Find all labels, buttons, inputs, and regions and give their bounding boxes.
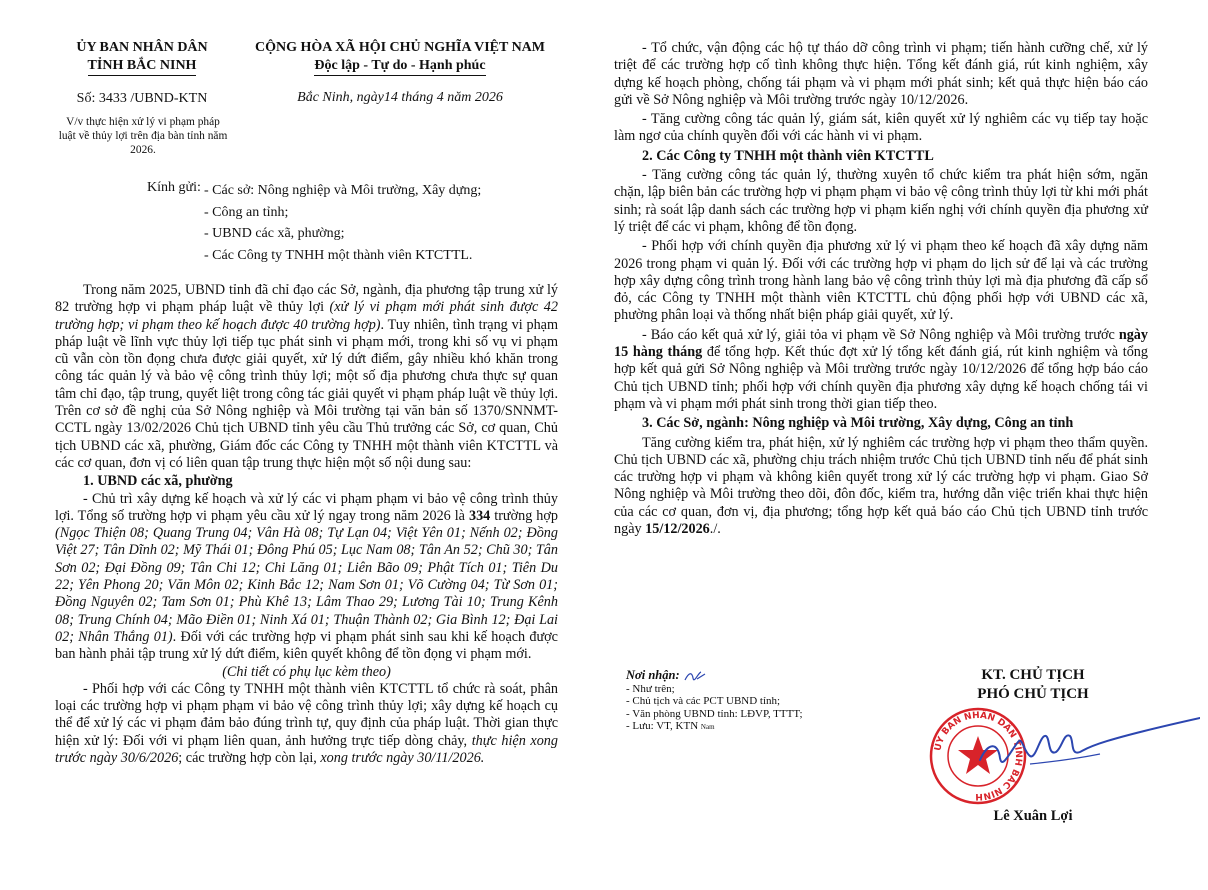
national-motto: Độc lập - Tự do - Hạnh phúc <box>314 58 485 76</box>
agency-block <box>62 39 222 76</box>
section-1-paragraph-2: - Phối hợp với các Công ty TNHH một thành viên KTCTTL tổ chức rà soát, phân loại các trường hợp vi phạm phạm vi bảo vệ công trình thủy lợi; xây dựng kế hoạch cụ thể để xử lý các vi phạm đảm bảo đúng trình tự, quy định của pháp luật. Thời gian thực hiện xử lý: Đối với vi phạm liên quan, ảnh hưởng trực tiếp dòng chảy, thực hiện xong trước ngày 30/6/2026; các trường hợp còn lại, xong trước ngày 30/11/2026. <box>55 680 558 767</box>
section-2-paragraph-1: - Tăng cường công tác quản lý, thường xuyên tổ chức kiểm tra phát hiện sớm, ngăn chặn, lập biên bản các trường hợp vi phạm phạm vi bảo vệ công trình thủy lợi từ khi mới phát sinh; rà soát lập danh sách các trường hợp vi phạm kiến nghị với chính quyền địa phương xử lý triệt để các vi phạm, không để tồn đọng. <box>614 167 1148 235</box>
section-3-paragraph-1: Tăng cường kiểm tra, phát hiện, xử lý nghiêm các trường hợp vi phạm theo thẩm quyền. Chủ tịch UBND các xã, phường chịu trách nhiệm trước Chủ tịch UBND tỉnh nếu để phát sinh các trường hợp vi phạm và không kiên quyết trong xử lý các trường hợp vi phạm. Giao Sở Nông nghiệp và Môi trường theo dõi, đôn đốc, kiểm tra, hướng dẫn việc triển khai thực hiện của các cơ quan, đơn vị, địa phương; tổng hợp kết quả báo cáo Chủ tịch UBND tỉnh trước ngày 15/12/2026./. <box>614 434 1148 538</box>
distribution-item: - Chủ tịch và các PCT UBND tỉnh; <box>626 695 781 708</box>
distribution-block <box>626 668 886 734</box>
national-header <box>240 39 560 76</box>
distribution-item: - Lưu: VT, KTN Nam <box>626 720 715 733</box>
recipient-item: - Các Công ty TNHH một thành viên KTCTTL. <box>204 247 473 263</box>
distribution-item: - Như trên; <box>626 683 675 695</box>
place-date: Bắc Ninh, ngày14 tháng 4 năm 2026 <box>297 90 503 105</box>
recipients-list <box>204 180 544 266</box>
recipient-item: - UBND các xã, phường; <box>204 226 345 241</box>
body-right-column <box>614 40 1148 538</box>
svg-text:ỦY BAN NHÂN DÂN TỈNH BẮC NINH: ỦY BAN NHÂN DÂN TỈNH BẮC NINH <box>933 710 1024 802</box>
recipient-item: - Công an tỉnh; <box>204 204 289 220</box>
section-2-paragraph-2: - Phối hợp với chính quyền địa phương xử lý vi phạm theo kế hoạch đã xây dựng năm 2026 trong phạm vi quản lý. Đối với các trường hợp vi phạm do lịch sử để lại và các trường hợp xây dựng công trình trong hành lang bảo vệ công trình thủy lợi mà địa phương đã cấp sổ đỏ, các Công ty TNHH một thành viên KTCTTL chủ động phối hợp với UBND các xã, phường phân loại và thống nhất biện pháp giải quyết, xử lý. <box>614 238 1148 324</box>
section-1-title: 1. UBND các xã, phường <box>83 473 233 490</box>
agency-name: ỦY BAN NHÂN DÂN <box>76 40 208 55</box>
body-left-column <box>55 282 558 767</box>
distribution-label: Nơi nhận: <box>626 668 886 683</box>
agency-province: TỈNH BẮC NINH <box>88 58 197 76</box>
recipients-label: Kính gửi: <box>147 180 201 195</box>
document-subject: V/v thực hiện xử lý vi phạm pháp luật về thủy lợi trên địa bàn tỉnh năm 2026. <box>58 116 228 156</box>
distribution-item: - Văn phòng UBND tỉnh: LĐVP, TTTT; <box>626 707 803 720</box>
document-number: Số: 3433 /UBND-KTN <box>76 91 208 106</box>
recipient-item: - Các sở: Nông nghiệp và Môi trường, Xây dựng; <box>204 183 482 198</box>
appendix-note: (Chi tiết có phụ lục kèm theo) <box>222 663 391 680</box>
signer-name: Lê Xuân Lợi <box>993 808 1073 824</box>
section-1-paragraph-4: - Tăng cường công tác quản lý, giám sát, kiên quyết xử lý nghiêm các vụ tiếp tay hoặc làm ngơ của chính quyền đối với các hành vi vi phạm. <box>614 111 1148 145</box>
section-3-title: 3. Các Sở, ngành: Nông nghiệp và Môi trường, Xây dựng, Công an tỉnh <box>642 415 1074 432</box>
section-2-paragraph-3: - Báo cáo kết quả xử lý, giải tỏa vi phạm về Sở Nông nghiệp và Môi trường trước ngày 15 hàng tháng để tổng hợp. Kết thúc đợt xử lý tổng kết đánh giá, rút kinh nghiệm và tổng hợp kết quả gửi Sở Nông nghiệp và Môi trường trước ngày 10/12/2026 để tổng hợp báo cáo Chủ tịch UBND tỉnh; phối hợp với chính quyền địa phương xây dựng kế hoạch chống tái vi phạm và vi phạm mới phát sinh trong thời gian tiếp theo. <box>614 326 1148 412</box>
country-name: CỘNG HÒA XÃ HỘI CHỦ NGHĨA VIỆT NAM <box>254 40 545 55</box>
section-1-paragraph-3: - Tổ chức, vận động các hộ tự tháo dỡ công trình vi phạm; tiến hành cưỡng chế, xử lý triệt để các trường hợp cố tình không thực hiện. Tổng kết đánh giá, rút kinh nghiệm, xây dựng kế hoạch phòng, chống tái phạm và vi phạm mới phát sinh; kết quả thực hiện báo cáo gửi về Sở Nông nghiệp và Môi trường trước ngày 10/12/2026. <box>614 40 1148 108</box>
intro-paragraph: Trong năm 2025, UBND tỉnh đã chỉ đạo các Sở, ngành, địa phương tập trung xử lý 82 trường hợp vi phạm pháp luật về thủy lợi (xử lý vi phạm mới phát sinh được 42 trường hợp; vi phạm theo kế hoạch được 40 trường hợp). Tuy nhiên, tình trạng vi phạm pháp luật về lĩnh vực thủy lợi tiếp tục phát sinh vi phạm mới, trong khi số vụ vi phạm cũ vẫn còn tồn đọng chưa được giải quyết, xử lý dứt điểm, gây nhiều khó khăn trong công tác quản lý và bảo vệ công trình thủy lợi; một số địa phương chưa thực sự quan tâm chỉ đạo, tập trung, quyết liệt trong công tác giải quyết vi phạm pháp luật về thủy lợi. Trên cơ sở đề nghị của Sở Nông nghiệp và Môi trường tại văn bản số 1370/SNNMT-CCTL ngày 13/02/2026 Chủ tịch UBND tỉnh yêu cầu Thủ trưởng các Sở, cơ quan, Chủ tịch UBND các xã, phường, Giám đốc các Công ty TNHH một thành viên KTCTTL và các cơ quan, đơn vị có liên quan tập trung thực hiện một số nội dung sau: <box>55 282 558 471</box>
section-1-paragraph-1: - Chủ trì xây dựng kế hoạch và xử lý các vi phạm phạm vi bảo vệ công trình thủy lợi. Tổng số trường hợp vi phạm yêu cầu xử lý ngay trong năm 2026 là 334 trường hợp (Ngọc Thiện 08; Quang Trung 04; Vân Hà 08; Tự Lạn 04; Việt Yên 01; Nếnh 02; Đồng Việt 27; Tân Dĩnh 02; Mỹ Thái 01; Đông Phú 05; Lục Nam 08; Tân An 52; Chũ 30; Tân Sơn 02; Đại Đồng 09; Tân Chi 12; Chi Lăng 01; Liên Bão 09; Phật Tích 01; Tiên Du 22; Yên Phong 20; Văn Môn 02; Kinh Bắc 12; Nam Sơn 01; Võ Cường 04; Từ Sơn 01; Đồng Nguyên 02; Tam Sơn 01; Phù Khê 13; Lâm Thao 29; Lương Tài 10; Trung Kênh 08; Trung Chính 04; Mão Điền 01; Ninh Xá 01; Thuận Thành 02; Gia Bình 12; Đại Lai 02; Nhân Thắng 01). Đối với các trường hợp vi phạm phát sinh sau khi kế hoạch được ban hành phải tập trung xử lý dứt điểm, kiên quyết không để tồn đọng vi phạm mới. <box>55 490 558 663</box>
section-2-title: 2. Các Công ty TNHH một thành viên KTCTTL <box>642 147 934 164</box>
signature <box>970 712 1200 782</box>
initial-mark <box>683 670 707 682</box>
signer-title: KT. CHỦ TỊCH PHÓ CHỦ TỊCH <box>977 667 1089 702</box>
